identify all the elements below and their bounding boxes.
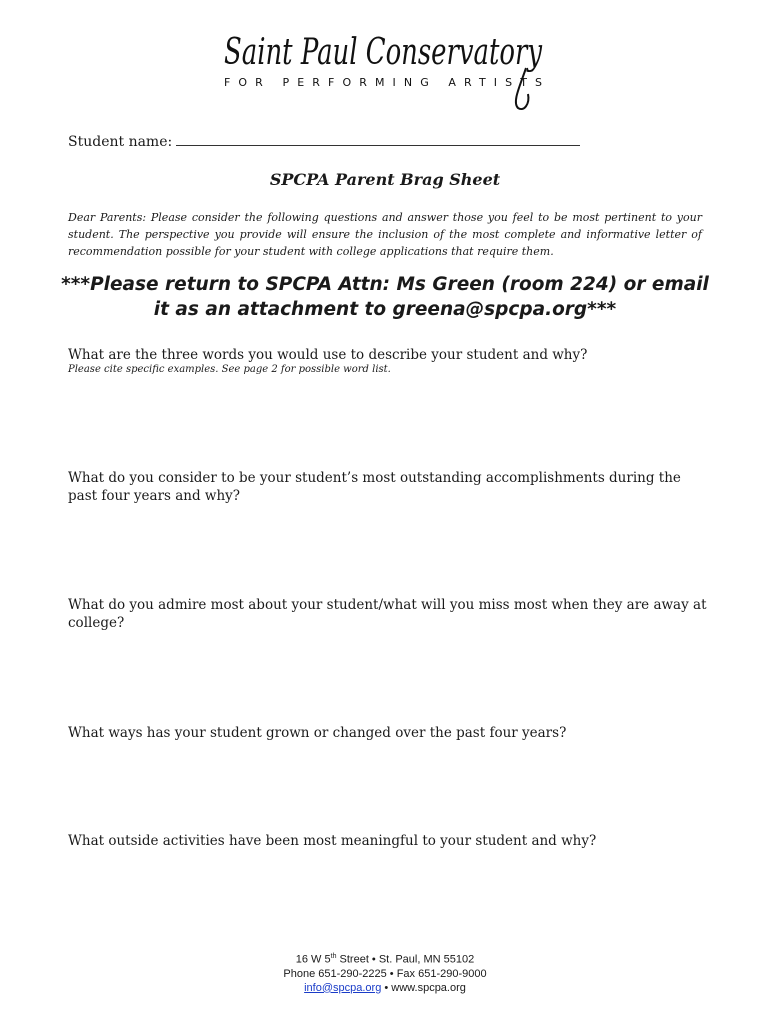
question-1: What are the three words you would use to describe your student and why? xyxy=(68,347,588,363)
question-5: What outside activities have been most meaningful to your student and why? xyxy=(68,833,597,849)
return-instructions: ***Please return to SPCPA Attn: Ms Green (room 224) or email it as an attachment to greena@spcpa.org*** xyxy=(61,274,709,320)
footer-address xyxy=(0,950,770,967)
footer-phone-fax: Phone 651-290-2225 • Fax 651-290-9000 xyxy=(283,967,487,980)
footer-website: • www.spcpa.org xyxy=(381,981,466,994)
conservatory-logo-graphic xyxy=(220,28,550,112)
student-name-row xyxy=(68,134,580,150)
question-3: What do you admire most about your student/what will you miss most when they are away at college? xyxy=(68,597,707,631)
logo-name: Saint Paul Conservatory xyxy=(224,32,543,73)
footer-contact xyxy=(0,981,770,995)
footer-address-suffix: th xyxy=(330,953,337,960)
question-4: What ways has your student grown or changed over the past four years? xyxy=(68,725,567,741)
page-footer xyxy=(0,950,770,995)
conservatory-logo xyxy=(220,28,550,112)
question-1-note: Please cite specific examples. See page 2 for possible word list. xyxy=(68,364,391,375)
intro-paragraph: Dear Parents: Please consider the following questions and answer those you feel to be most pertinent to your student. The perspective you provide will ensure the inclusion of the most complete and informative letter of recommendation possible for your student with college applications that require them. xyxy=(68,211,702,258)
question-2: What do you consider to be your student’s most outstanding accomplishments during the past four years and why? xyxy=(68,470,681,504)
page-title: SPCPA Parent Brag Sheet xyxy=(269,170,501,189)
footer-address-street: Street • St. Paul, MN 55102 xyxy=(336,953,475,966)
student-name-label: Student name: xyxy=(68,134,173,150)
logo-tagline: FOR PERFORMING ARTISTS xyxy=(224,76,542,89)
footer-email-link[interactable]: info@spcpa.org xyxy=(304,981,382,994)
student-name-line[interactable] xyxy=(176,144,580,146)
footer-address-number: 16 W 5 xyxy=(295,953,331,966)
